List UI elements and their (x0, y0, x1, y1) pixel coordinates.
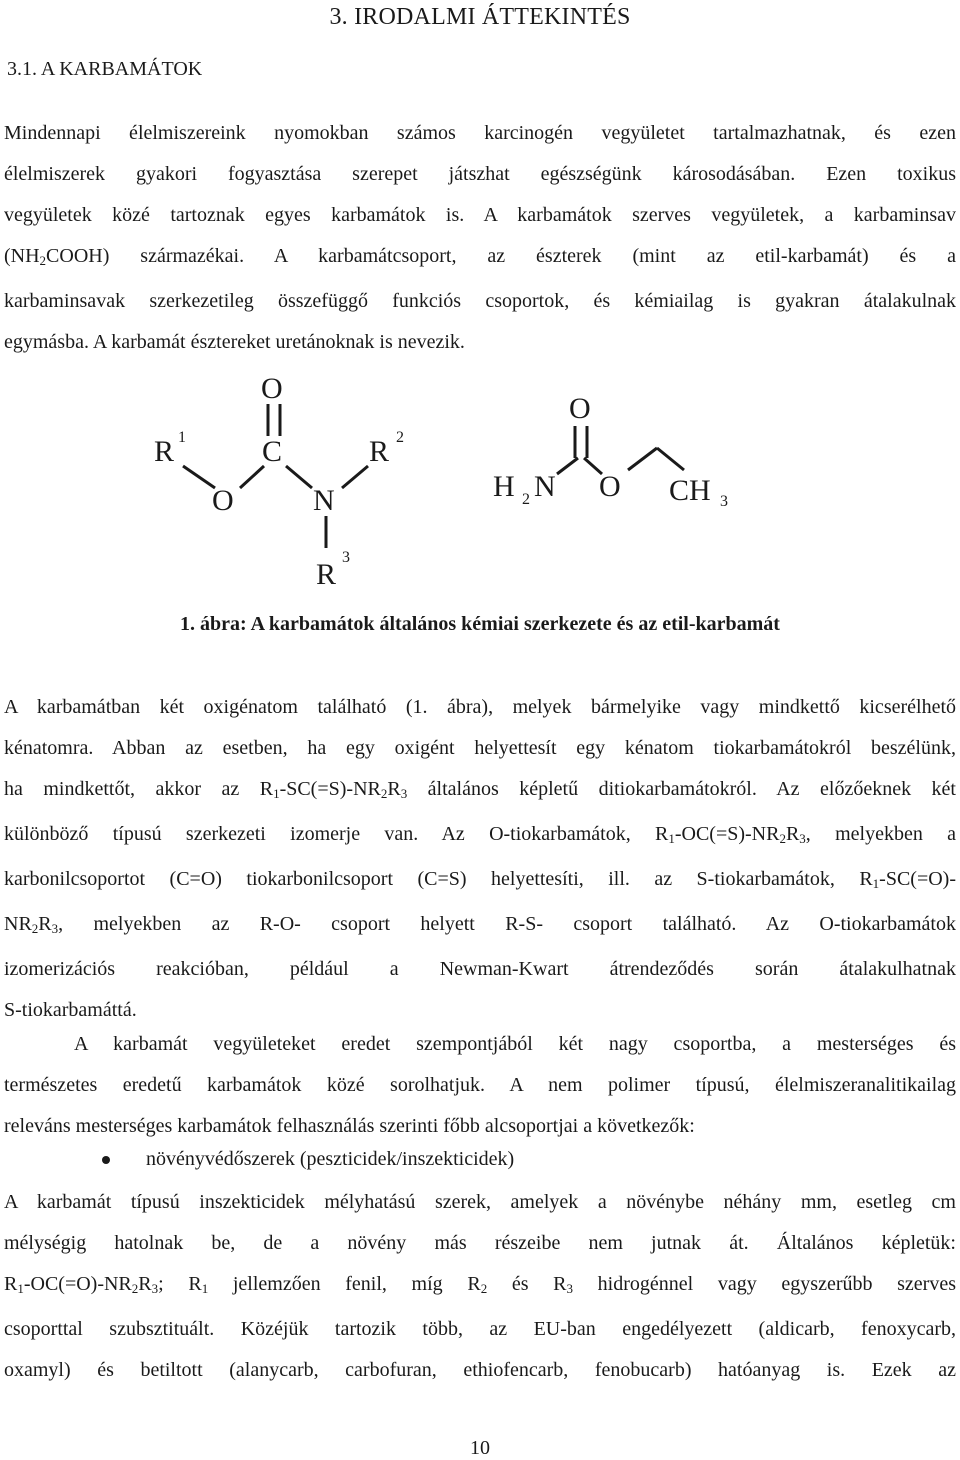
text-line: releváns mesterséges karbamátok felhasználás szerinti főbb alcsoportjai a következők: (4, 1115, 695, 1137)
atom-o-ester: O (212, 484, 234, 517)
text-line: egymásba. A karbamát észtereket uretánoknak is nevezik. (4, 331, 465, 353)
bond-ch2-ch3 (657, 448, 684, 470)
text-line: Mindennapi élelmiszereink nyomokban számos karcinogén vegyületet tartalmazhatnak, és ezen (4, 122, 956, 144)
text-line: $NR_2R_3$, melyekben az R-O- csoport helyett R-S- csoport található. Az O-tiokarbamátok (4, 913, 956, 936)
general-carbamate-labels (154, 372, 404, 591)
text-line: karbaminsavak szerkezetileg összefüggő funkciós csoportok, és kémiailag is gyakran átalakulnak (4, 290, 956, 312)
bond-r1-o (183, 466, 215, 488)
text-line: $R_1-OC(=O)-NR_2R_3$; $R_1$ jellemzően fenil, míg $R_2$ és $R_3$ hidrogénnel vagy egyszerűbb szerves (4, 1273, 956, 1296)
sub-h2: 2 (522, 491, 530, 508)
bond-n-r2 (342, 466, 368, 488)
bond-o-ch2 (628, 448, 657, 470)
atom-o-carbonyl: O (569, 392, 591, 425)
sub-ch3: 3 (720, 493, 728, 510)
atom-o-ester: O (599, 470, 621, 503)
text-line: A karbamátban két oxigénatom található (1. ábra), melyek bármelyike vagy mindkettő kicserélhető (4, 696, 956, 718)
text-line: különböző típusú szerkezeti izomerje van. Az O-tiokarbamátok, $R_1-OC(=S)-NR_2R_3$, melyekben a (4, 823, 957, 846)
paragraph-thiocarbamates (4, 687, 956, 1031)
atom-n: N (313, 484, 335, 517)
atom-c: C (262, 435, 283, 468)
bullet-text: növényvédőszerek (peszticidek/inszekticidek) (146, 1148, 515, 1170)
bond-o-c (240, 466, 264, 488)
sup-r1: 1 (178, 429, 186, 446)
paragraph-insecticides (4, 1182, 956, 1391)
text-line: mélységig hatolnak be, de a növény más részeibe nem jutnak át. Általános képletük: (4, 1232, 956, 1254)
paragraph-intro (4, 113, 956, 363)
text-line: természetes eredetű karbamátok közé sorolhatjuk. A nem polimer típusú, élelmiszeranalitikailag (4, 1074, 956, 1096)
atom-h: H (493, 470, 515, 503)
atom-r3: R (316, 558, 337, 591)
text-line: karbonilcsoportot (C=O) tiokarbonilcsoport (C=S) helyettesíti, ill. az S-tiokarbamátok, $R_1-SC(=O)-$ (4, 868, 956, 891)
text-line: $(NH_2COOH)$ származékai. A karbamátcsoport, az észterek (mint az etil-karbamát) és a (4, 245, 956, 268)
bond-n-c (557, 458, 578, 474)
bullet-icon (102, 1156, 110, 1164)
atom-r1: R (154, 435, 175, 468)
bond-c-n (286, 466, 312, 488)
text-line: ha mindkettőt, akkor az $R_1-SC(=S)-NR_2R_3$ általános képletű ditiokarbamátokról. Az előzőeknek két (4, 778, 956, 801)
general-carbamate-structure (183, 404, 368, 548)
text-line: csoporttal szubsztituált. Közéjük tartozik több, az EU-ban engedélyezett (aldicarb, fenoxycarb, (4, 1318, 956, 1340)
text-line: oxamyl) és betiltott (alanycarb, carbofuran, ethiofencarb, fenobucarb) hatóanyag is. Ezek az (4, 1359, 956, 1381)
ethyl-carbamate-labels (493, 392, 728, 510)
text-line: A karbamát vegyületeket eredet szempontjából két nagy csoportba, a mesterséges és (74, 1033, 956, 1055)
carbamate-structure-figure (0, 360, 960, 610)
sup-r2: 2 (396, 429, 404, 446)
atom-n: N (534, 470, 556, 503)
ethyl-carbamate-structure (557, 426, 684, 474)
text-line: izomerizációs reakcióban, például a Newman-Kwart átrendeződés során átalakulhatnak (4, 958, 956, 980)
sup-r3: 3 (342, 549, 350, 566)
text-line: S-tiokarbamáttá. (4, 999, 137, 1021)
paragraph-origin (4, 1024, 956, 1147)
text-line: kénatomra. Abban az esetben, ha egy oxigént helyettesít egy kénatom tiokarbamátokról beszélünk, (4, 737, 956, 759)
section-title: 3.1. A KARBAMÁTOK (7, 58, 203, 80)
atom-o-carbonyl: O (261, 372, 283, 405)
text-line: A karbamát típusú inszekticidek mélyhatású szerek, amelyek a növénybe néhány mm, esetleg cm (4, 1191, 956, 1213)
group-ch3: CH (669, 474, 711, 507)
page-number: 10 (470, 1437, 490, 1459)
text-line: vegyületek közé tartoznak egyes karbamátok is. A karbamátok szerves vegyületek, a karbaminsav (4, 204, 956, 226)
figure-caption: 1. ábra: A karbamátok általános kémiai szerkezete és az etil-karbamát (180, 613, 780, 635)
text-line: élelmiszerek gyakori fogyasztása szerepet játszhat egészségünk károsodásában. Ezen toxikus (4, 163, 956, 185)
chapter-title: 3. IRODALMI ÁTTEKINTÉS (329, 4, 631, 30)
atom-r2: R (369, 435, 390, 468)
